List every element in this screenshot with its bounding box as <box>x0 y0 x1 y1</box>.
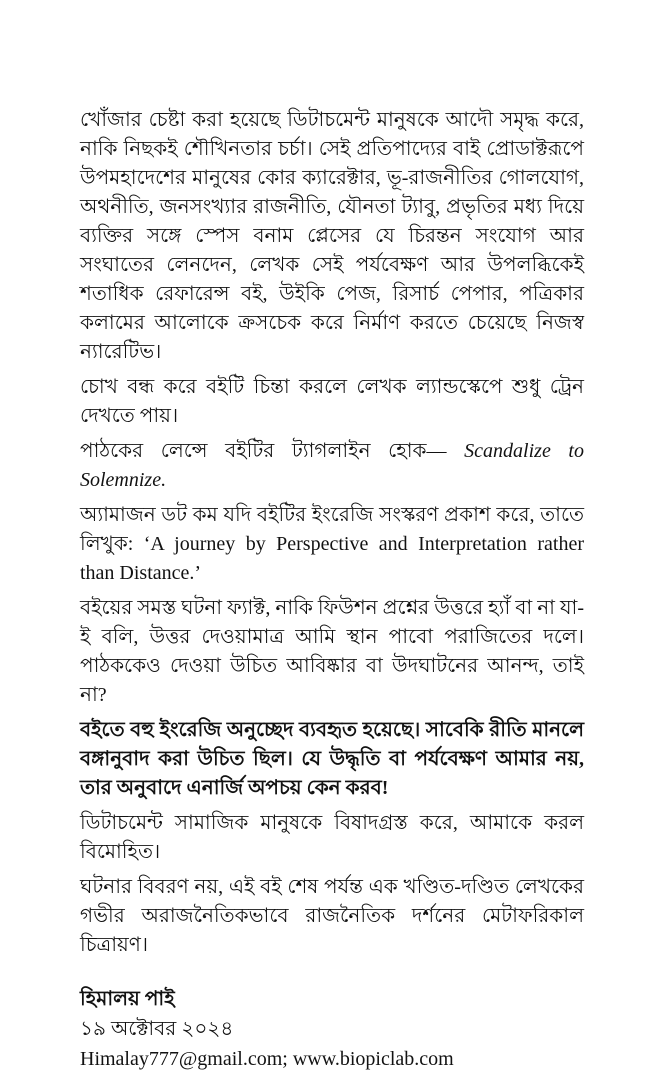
contact-line: Himalay777@gmail.com; www.biopiclab.com <box>80 1048 454 1070</box>
amazon-quote-english: ‘A journey by Perspective and Interpretation rather than Distance.’ <box>80 533 584 584</box>
paragraph-tagline <box>80 437 584 495</box>
tagline-english-italic: Scandalize to Solemnize. <box>80 440 584 491</box>
paragraph-intro: খোঁজার চেষ্টা করা হয়েছে ডিটাচমেন্ট মানুষকে আদৌ সমৃদ্ধ করে, নাকি নিছকই শৌখিনতার চর্চা। সেই প্রতিপাদ্যের বাই প্রোডাক্টরূপে উপমহাদেশের মানুষের কোর ক্যারেক্টার, ভূ-রাজনীতির গোলযোগ, অথনীতি, জনসংখ্যার রাজনীতি, যৌনতা ট্যাবু, প্রভৃতির মধ্য দিয়ে ব্যক্তির সঙ্গে স্পেস বনাম প্লেসের যে চিরন্তন সংযোগ আর সংঘাতের লেনদেন, লেখক সেই পর্যবেক্ষণ আর উপলব্ধিকেই শতাধিক রেফারেন্স বই, উইকি পেজ, রিসার্চ পেপার, পত্রিকার কলামের আলোকে ক্রসচেক করে নির্মাণ করতে চেয়েছে নিজস্ব ন্যারেটিভ। <box>80 109 584 363</box>
author-name: হিমালয় পাই <box>80 988 175 1010</box>
paragraph-english-passages-bold: বইতে বহু ইংরেজি অনুচ্ছেদ ব্যবহৃত হয়েছে। সাবেকি রীতি মানলে বঙ্গানুবাদ করা উচিত ছিল। যে উদ্ধৃতি বা পর্যবেক্ষণ আমার নয়, তার অনুবাদে এনার্জি অপচয় কেন করব! <box>80 719 584 799</box>
paragraph-amazon <box>80 501 584 588</box>
paragraph-detachment: ডিটাচমেন্ট সামাজিক মানুষকে বিষাদগ্রস্ত করে, আমাকে করল বিমোহিত। <box>80 812 584 863</box>
paragraph-train-metaphor: চোখ বন্ধ করে বইটি চিন্তা করলে লেখক ল্যান্ডস্কেপে শুধু ট্রেন দেখতে পায়। <box>80 376 584 427</box>
amazon-bengali-text: অ্যামাজন ডট কম যদি বইটির ইংরেজি সংস্করণ প্রকাশ করে, তাতে লিখুক: <box>80 504 584 555</box>
tagline-bengali-text: পাঠকের লেন্সে বইটির ট্যাগলাইন হোক— <box>80 440 465 462</box>
author-signature <box>80 984 584 1074</box>
paragraph-closing: ঘটনার বিবরণ নয়, এই বই শেষ পর্যন্ত এক খণ্ডিত-দণ্ডিত লেখকের গভীর অরাজনৈতিকভাবে রাজনৈতিক দর্শনের মেটাফরিকাল চিত্রায়ণ। <box>80 876 584 956</box>
signature-date: ১৯ অক্টোবর ২০২৪ <box>80 1018 234 1040</box>
paragraph-fact-fiction: বইয়ের সমস্ত ঘটনা ফ্যাক্ট, নাকি ফিউশন প্রশ্নের উত্তরে হ্যাঁ বা না যা-ই বলি, উত্তর দেওয়ামাত্র আমি স্থান পাবো পরাজিতের দলে। পাঠককেও দেওয়া উচিত আবিষ্কার বা উদঘাটনের আনন্দ, তাই না? <box>80 597 584 706</box>
